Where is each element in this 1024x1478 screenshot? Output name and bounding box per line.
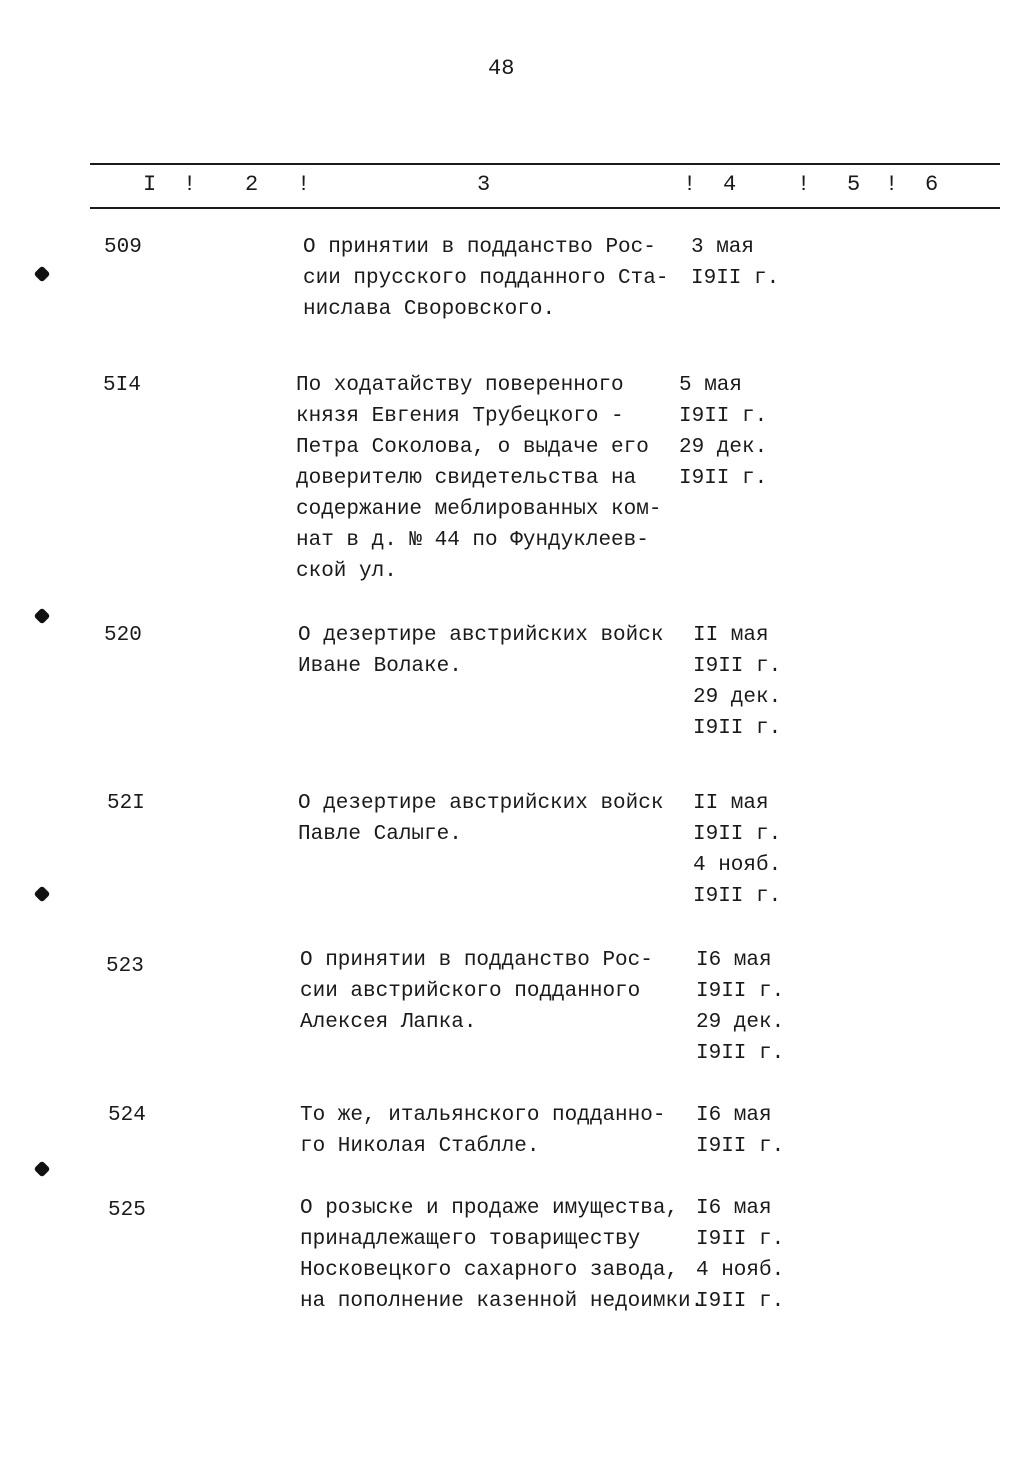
header-separator: ! <box>683 172 697 197</box>
description-line: Носковецкого сахарного завода, <box>300 1259 679 1282</box>
header-separator: ! <box>297 172 311 197</box>
header-separator: ! <box>797 172 811 197</box>
date-line: I9II г. <box>696 1228 785 1251</box>
date-line: 4 нояб. <box>696 1259 785 1282</box>
description-line: князя Евгения Трубецкого - <box>296 405 624 428</box>
description-line: О дезертире австрийских войск <box>298 624 664 647</box>
table-header <box>0 168 1024 202</box>
entry-dates <box>691 232 779 294</box>
entry-dates <box>693 788 781 912</box>
description-line: доверителю свидетельства на <box>296 467 637 490</box>
entry-description <box>300 1100 665 1162</box>
description-line: Петра Соколова, о выдаче его <box>296 436 649 459</box>
description-line: О принятии в подданство Рос- <box>303 236 656 259</box>
header-col-6: 6 <box>925 172 939 197</box>
entry-description <box>300 945 653 1038</box>
description-line: О принятии в подданство Рос- <box>300 949 653 972</box>
description-line: содержание меблированных ком- <box>296 498 662 521</box>
entry-number: 509 <box>104 236 142 259</box>
date-line: I9II г. <box>696 1042 785 1065</box>
description-line: Алексея Лапка. <box>300 1011 477 1034</box>
entry-description <box>300 1193 703 1317</box>
date-line: 29 дек. <box>693 686 782 709</box>
description-line: на пополнение казенной недоимки. <box>300 1290 704 1313</box>
entry-number: 5I4 <box>103 374 141 397</box>
date-line: 5 мая <box>679 374 743 397</box>
description-line: нат в д. № 44 по Фундуклеев- <box>296 529 649 552</box>
entry-dates <box>696 1193 784 1317</box>
date-line: I9II г. <box>691 267 780 290</box>
entry-number: 525 <box>108 1199 146 1222</box>
binding-hole-mark <box>34 1161 51 1178</box>
date-line: I9II г. <box>696 1135 785 1158</box>
entry-dates <box>696 945 784 1069</box>
date-line: I9II г. <box>693 717 782 740</box>
entry-dates <box>696 1100 784 1162</box>
date-line: I9II г. <box>679 405 768 428</box>
entry-description <box>298 788 663 850</box>
date-line: 29 дек. <box>696 1011 785 1034</box>
header-col-4: 4 <box>723 172 737 197</box>
description-line: О дезертире австрийских войск <box>298 792 664 815</box>
date-line: I9II г. <box>693 885 782 908</box>
date-line: I9II г. <box>693 655 782 678</box>
date-line: I9II г. <box>696 1290 785 1313</box>
header-col-5: 5 <box>847 172 861 197</box>
entry-number: 52I <box>107 792 145 815</box>
header-separator: ! <box>885 172 899 197</box>
page-number: 48 <box>488 56 515 81</box>
description-line: сии австрийского подданного <box>300 980 641 1003</box>
description-line: ской ул. <box>296 560 397 583</box>
entry-number: 523 <box>106 955 144 978</box>
description-line: По ходатайству поверенного <box>296 374 624 397</box>
entry-number: 520 <box>104 624 142 647</box>
date-line: 3 мая <box>691 236 755 259</box>
date-line: I9II г. <box>679 467 768 490</box>
date-line: 4 нояб. <box>693 854 782 877</box>
date-line: II мая <box>693 624 769 647</box>
date-line: I9II г. <box>693 823 782 846</box>
table-top-rule <box>90 163 1000 165</box>
description-line: сии прусского подданного Ста- <box>303 267 669 290</box>
header-col-2: 2 <box>245 172 259 197</box>
date-line: I9II г. <box>696 980 785 1003</box>
header-col-3: 3 <box>477 172 491 197</box>
entry-number: 524 <box>108 1104 146 1127</box>
description-line: нислава Своровского. <box>303 298 556 321</box>
entry-dates <box>693 620 781 744</box>
date-line: 29 дек. <box>679 436 768 459</box>
entry-dates <box>679 370 767 494</box>
description-line: принадлежащего товариществу <box>300 1228 641 1251</box>
date-line: I6 мая <box>696 1104 772 1127</box>
description-line: Павле Салыге. <box>298 823 462 846</box>
binding-hole-mark <box>34 266 51 283</box>
entry-description <box>296 370 661 587</box>
description-line: О розыске и продаже имущества, <box>300 1197 679 1220</box>
entry-description <box>298 620 663 682</box>
date-line: II мая <box>693 792 769 815</box>
description-line: го Николая Стаблле. <box>300 1135 540 1158</box>
header-col-1: I <box>143 172 157 197</box>
table-header-rule <box>90 207 1000 209</box>
date-line: I6 мая <box>696 949 772 972</box>
entry-description <box>303 232 668 325</box>
date-line: I6 мая <box>696 1197 772 1220</box>
binding-hole-mark <box>34 886 51 903</box>
binding-hole-mark <box>34 608 51 625</box>
description-line: То же, итальянского подданно- <box>300 1104 666 1127</box>
header-separator: ! <box>183 172 197 197</box>
description-line: Иване Волаке. <box>298 655 462 678</box>
